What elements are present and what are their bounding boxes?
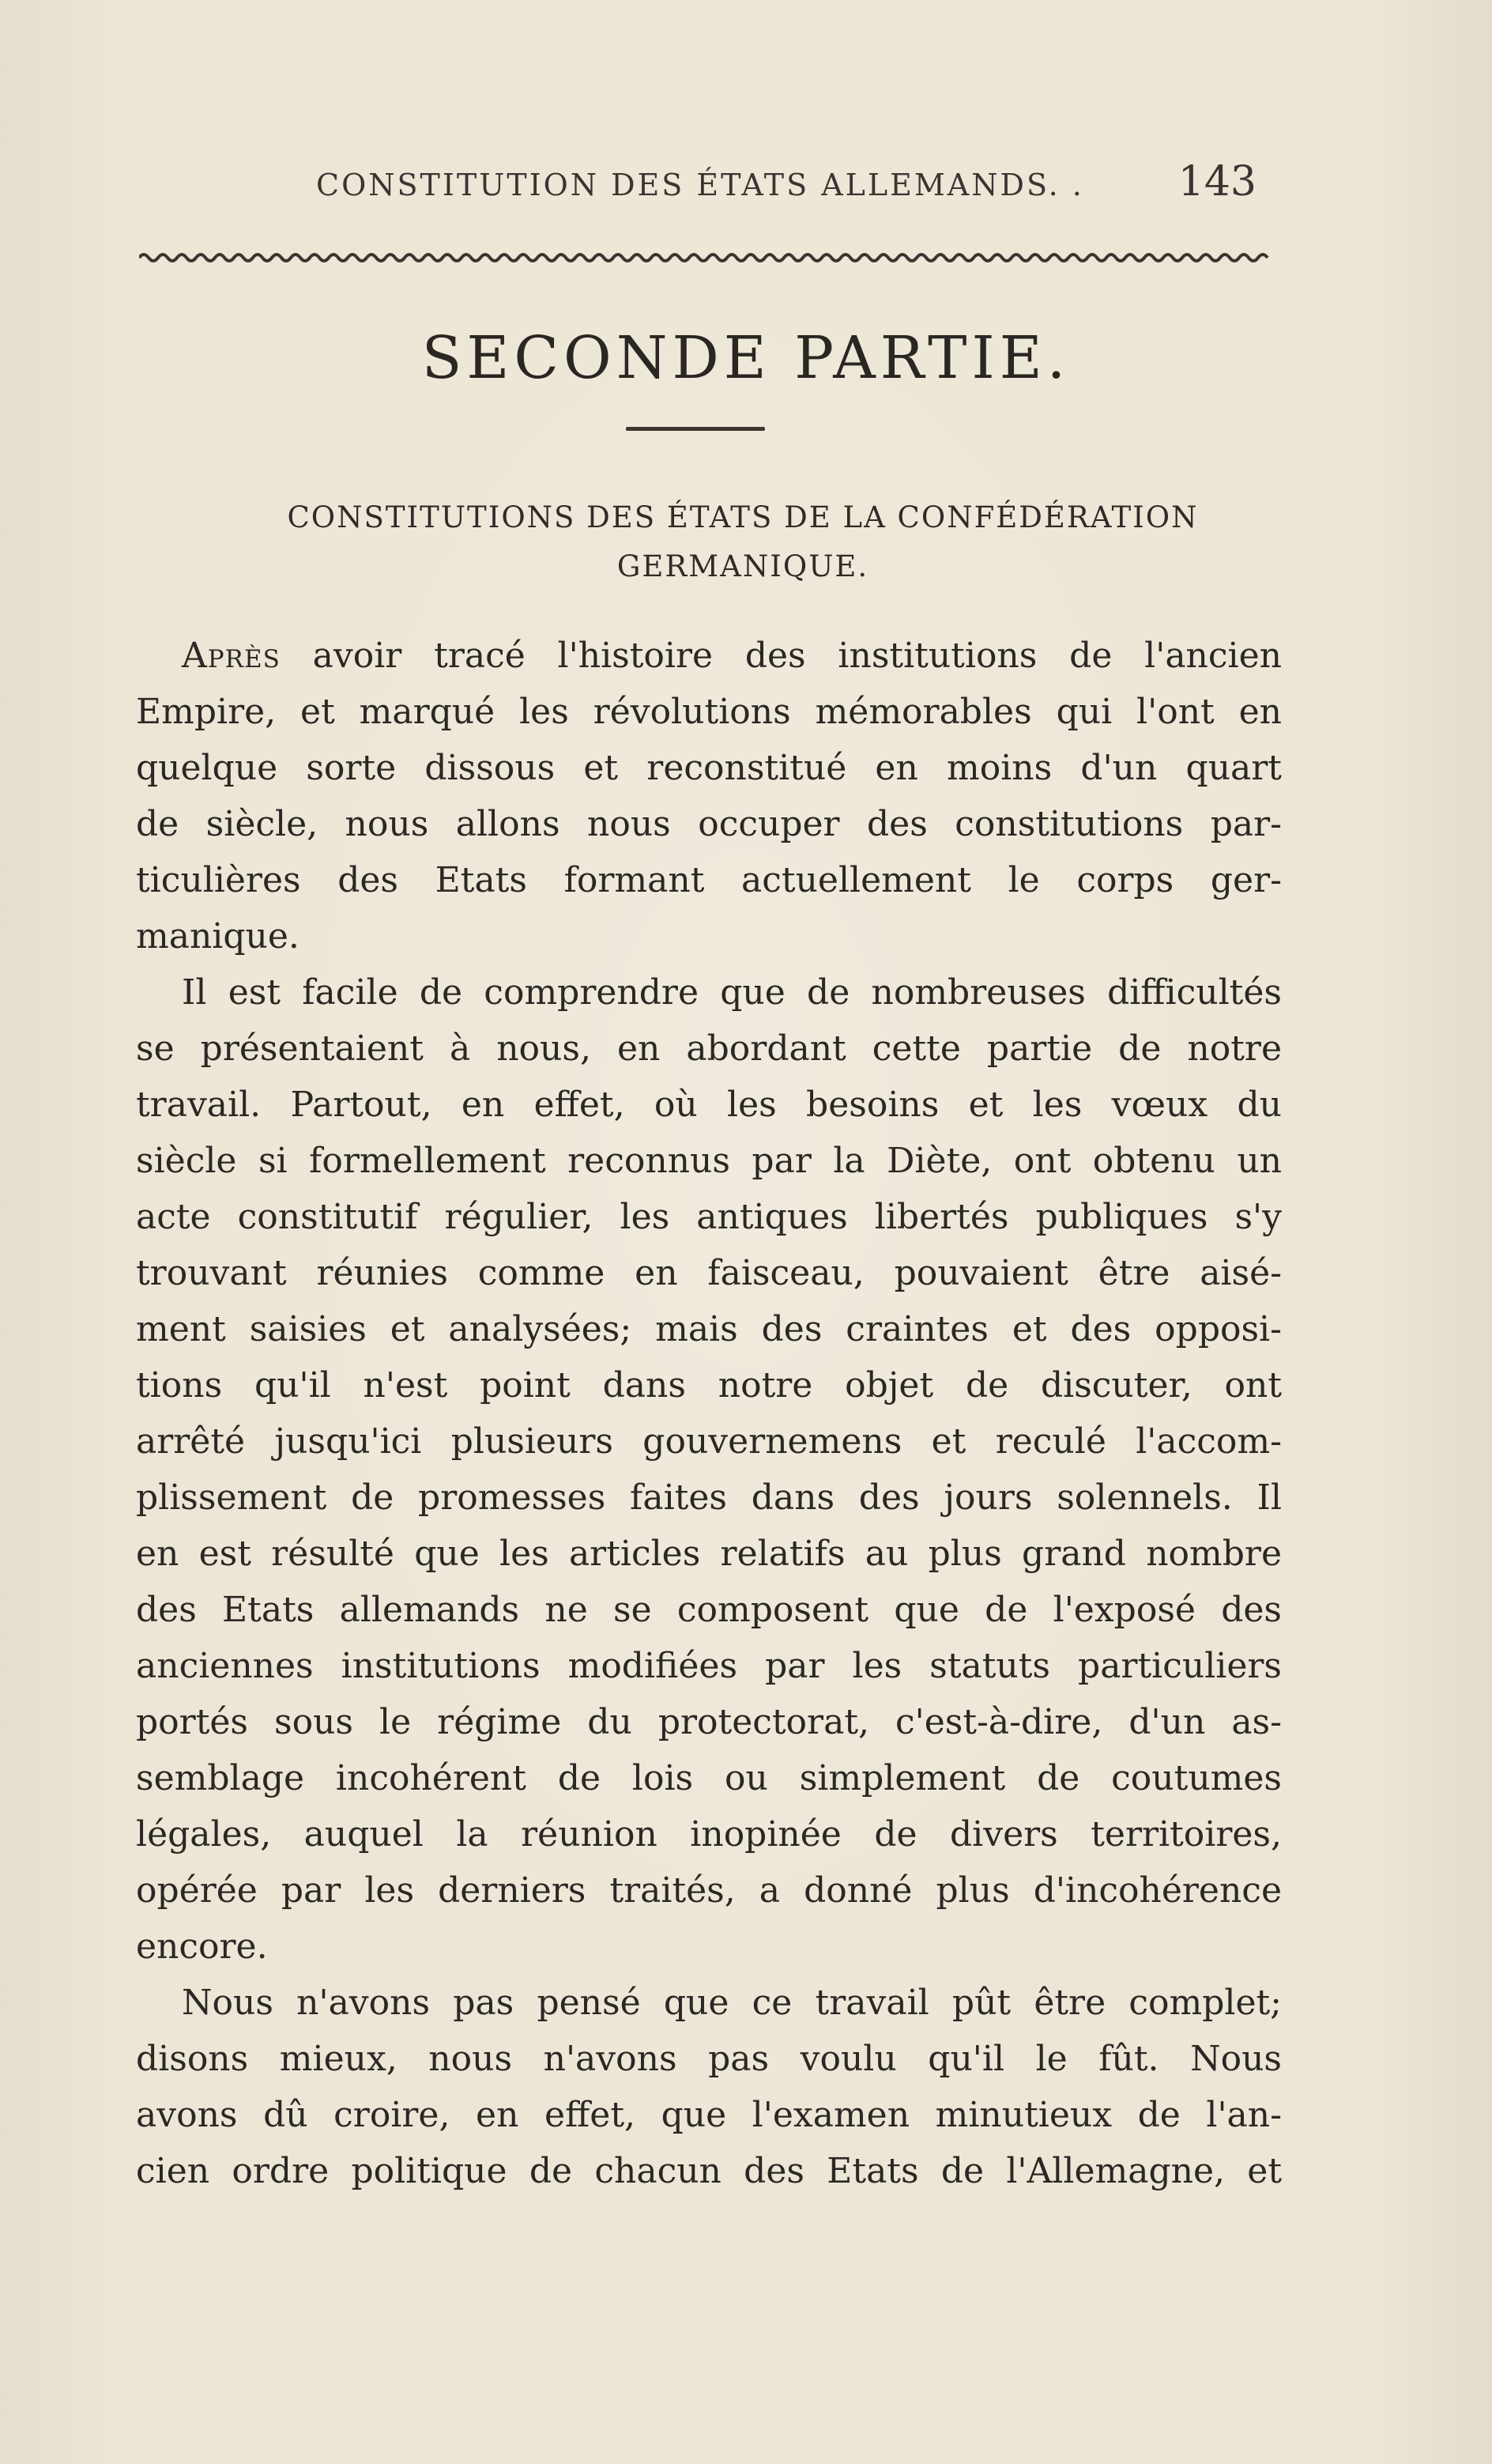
line-text: avoir tracé l'histoire des institutions de l'ancien [280,636,1282,676]
text-line: de siècle, nous allons nous occuper des constitutions par- [136,804,1282,844]
section-heading: CONSTITUTIONS DES ÉTATS DE LA CONFÉDÉRATION GERMANIQUE. [287,500,1199,583]
text-line: légales, auquel la réunion inopinée de divers territoires, [136,1814,1282,1855]
body-text [136,628,1282,2199]
text-line: avons dû croire, en effet, que l'examen minutieux de l'an- [136,2095,1282,2135]
text-line: se présentaient à nous, en abordant cette partie de notre [136,1028,1282,1069]
text-line: tions qu'il n'est point dans notre objet de discuter, ont [136,1365,1282,1406]
text-line: siècle si formellement reconnus par la Diète, ont obtenu un [136,1141,1282,1181]
text-line: encore. [136,1926,268,1967]
ornamental-rule [139,250,1269,266]
page-number: 143 [1177,158,1257,206]
part-title: SECONDE PARTIE. [421,324,1071,392]
text-line: portés sous le régime du protectorat, c'est-à-dire, d'un as- [136,1702,1282,1742]
text-line: ticulières des Etats formant actuellement le corps ger- [136,860,1282,900]
text-line: ment saisies et analysées; mais des craintes et des opposi- [136,1309,1282,1349]
text-line: arrêté jusqu'ici plusieurs gouvernemens et reculé l'accom- [136,1421,1282,1462]
text-line: des Etats allemands ne se composent que de l'exposé des [136,1590,1282,1630]
text-line: Il est facile de comprendre que de nombreuses difficultés [182,972,1282,1013]
text-line: anciennes institutions modifiées par les statuts particuliers [136,1646,1282,1686]
text-line: manique. [136,916,300,957]
lead-caps: Après [182,636,281,676]
text-line: disons mieux, nous n'avons pas voulu qu'il le fût. Nous [136,2039,1282,2079]
text-line: trouvant réunies comme en faisceau, pouvaient être aisé- [136,1253,1282,1293]
text-line: opérée par les derniers traités, a donné plus d'incohérence [136,1870,1282,1911]
title-divider [626,427,765,431]
text-line: cien ordre politique de chacun des Etats de l'Allemagne, et [136,2151,1282,2191]
text-line: Empire, et marqué les révolutions mémorables qui l'ont en [136,692,1282,732]
text-line: Nous n'avons pas pensé que ce travail pût être complet; [182,1983,1282,2023]
text-line [136,628,1282,684]
text-line: semblage incohérent de lois ou simplement de coutumes [136,1758,1282,1798]
text-line: acte constitutif régulier, les antiques libertés publiques s'y [136,1197,1282,1237]
text-line: en est résulté que les articles relatifs au plus grand nombre [136,1534,1282,1574]
running-title: CONSTITUTION DES ÉTATS ALLEMANDS. . [316,168,1084,202]
text-line: plissement de promesses faites dans des jours solennels. Il [136,1477,1282,1518]
running-head [134,158,1288,213]
text-line: travail. Partout, en effet, où les besoins et les vœux du [136,1085,1282,1125]
text-line: quelque sorte dissous et reconstitué en moins d'un quart [136,748,1282,788]
